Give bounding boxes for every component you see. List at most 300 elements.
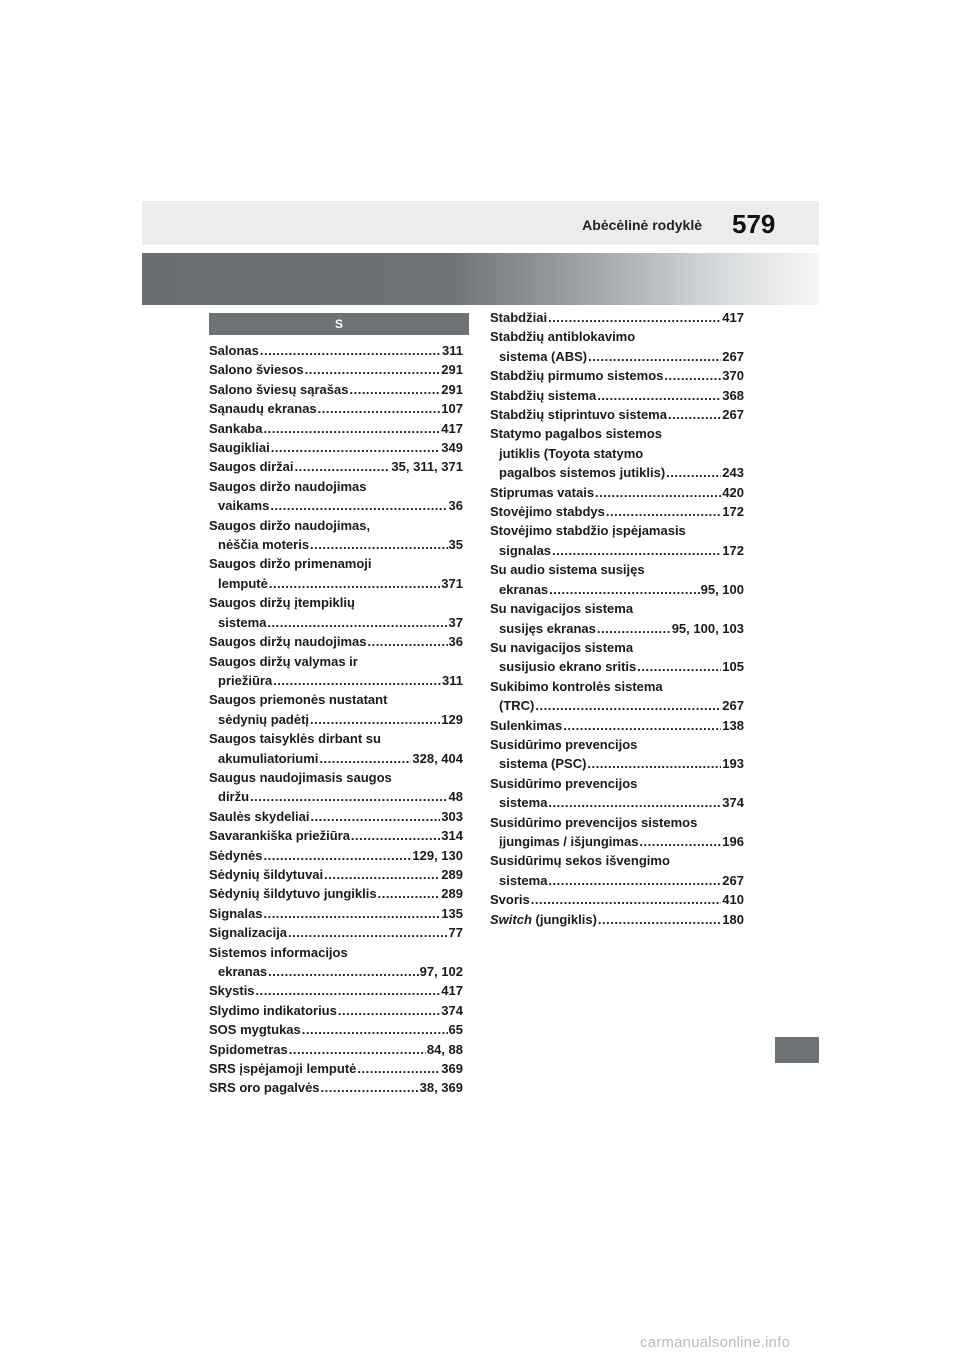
- leader-dots: [271, 438, 441, 457]
- index-term: Spidometras: [209, 1041, 288, 1057]
- index-term: Sėdynių šildytuvo jungiklis: [209, 886, 377, 902]
- index-term: Stovėjimo stabdys: [490, 504, 605, 520]
- index-entry: [209, 632, 463, 651]
- index-entry: [209, 341, 463, 360]
- index-entry-line: [490, 308, 744, 327]
- index-term: Su audio sistema susijęs: [490, 562, 645, 578]
- index-entry: [490, 308, 744, 327]
- leader-dots: [597, 619, 671, 638]
- leader-dots: [588, 347, 721, 366]
- index-entry-line: [490, 366, 744, 385]
- index-entry: [490, 638, 744, 677]
- index-term: Saugos diržo naudojimas,: [209, 517, 371, 533]
- leader-dots: [563, 716, 721, 735]
- leader-dots: [606, 502, 721, 521]
- index-column-left: [209, 341, 463, 1098]
- index-entry-line: [209, 535, 463, 554]
- index-entry-line: [209, 399, 463, 418]
- index-pages: 267: [722, 872, 744, 888]
- index-term: Su navigacijos sistema: [490, 601, 634, 617]
- leader-dots: [548, 308, 721, 327]
- index-entry-line: [209, 981, 463, 1000]
- index-term: Signalas: [209, 905, 263, 921]
- index-pages: 35: [448, 537, 463, 553]
- header-band: [142, 201, 819, 245]
- index-term: [490, 910, 597, 929]
- index-entry: [490, 327, 744, 366]
- leader-dots: [318, 399, 441, 418]
- index-term: Statymo pagalbos sistemos: [490, 426, 662, 442]
- index-entry-line: [209, 419, 463, 438]
- index-entry-line: [490, 405, 744, 424]
- index-pages: 371: [441, 575, 463, 591]
- leader-dots: [324, 865, 440, 884]
- index-entry: [490, 483, 744, 502]
- index-pages: 84, 88: [426, 1041, 463, 1057]
- index-term: Skystis: [209, 983, 255, 999]
- index-pages: 196: [722, 833, 744, 849]
- index-entry: [209, 457, 463, 476]
- index-pages: 420: [722, 484, 744, 500]
- index-entry: [490, 521, 744, 560]
- leader-dots: [321, 1078, 419, 1097]
- leader-dots: [597, 386, 721, 405]
- index-entry-line: [209, 554, 463, 573]
- index-pages: 374: [441, 1002, 463, 1018]
- index-pages: 303: [441, 808, 463, 824]
- index-term: sistema: [499, 795, 548, 811]
- index-entry-line: [490, 541, 744, 560]
- index-pages: 135: [441, 905, 463, 921]
- index-pages: 38, 369: [419, 1080, 463, 1096]
- leader-dots: [595, 483, 721, 502]
- letter-header: S: [209, 313, 469, 335]
- leader-dots: [531, 890, 722, 909]
- index-entry-line: [209, 768, 463, 787]
- index-entry-line: [490, 910, 744, 929]
- leader-dots: [288, 923, 447, 942]
- index-entry-line: [209, 477, 463, 496]
- leader-dots: [367, 632, 447, 651]
- index-pages: 267: [722, 348, 744, 364]
- leader-dots: [302, 1020, 448, 1039]
- index-entry-line: [209, 1040, 463, 1059]
- index-term: Susidūrimo prevencijos: [490, 775, 638, 791]
- index-entry-line: [209, 749, 463, 768]
- index-pages: 35, 311, 371: [391, 459, 463, 475]
- index-term: Stovėjimo stabdžio įspėjamasis: [490, 523, 686, 539]
- index-pages: 172: [722, 542, 744, 558]
- leader-dots: [664, 366, 721, 385]
- index-entry-line: [209, 516, 463, 535]
- index-pages: 267: [722, 407, 744, 423]
- index-term: Stabdžių antiblokavimo: [490, 329, 636, 345]
- index-term: Sėdynių šildytuvai: [209, 866, 324, 882]
- leader-dots: [548, 793, 721, 812]
- index-entry: [209, 438, 463, 457]
- index-entry: [209, 516, 463, 555]
- index-pages: 193: [722, 756, 744, 772]
- index-entry-line: [209, 380, 463, 399]
- leader-dots: [548, 871, 721, 890]
- index-pages: 267: [722, 698, 744, 714]
- index-term: Sistemos informacijos: [209, 944, 348, 960]
- leader-dots: [256, 981, 441, 1000]
- leader-dots: [351, 826, 440, 845]
- index-entry-line: [490, 813, 744, 832]
- index-entry-line: [209, 962, 463, 981]
- index-entry-line: [209, 710, 463, 729]
- index-entry-line: [209, 1078, 463, 1097]
- index-term: sistema (PSC): [499, 756, 587, 772]
- index-term: ekranas: [218, 964, 268, 979]
- index-entry-line: [209, 846, 463, 865]
- index-term: ekranas: [499, 581, 549, 597]
- index-entry: [209, 652, 463, 691]
- index-term: Sankaba: [209, 420, 263, 436]
- index-term: Stiprumas vatais: [490, 484, 595, 500]
- index-term: pagalbos sistemos jutiklis): [499, 465, 666, 481]
- index-entry-line: [490, 502, 744, 521]
- index-pages: 289: [441, 886, 463, 902]
- index-entry: [209, 904, 463, 923]
- leader-dots: [535, 696, 721, 715]
- index-entry-line: [209, 1001, 463, 1020]
- index-entry: [209, 477, 463, 516]
- index-term: Signalizacija: [209, 925, 288, 941]
- index-term: Saugikliai: [209, 440, 270, 456]
- index-entry-line: [490, 386, 744, 405]
- index-entry: [209, 884, 463, 903]
- index-pages: 314: [441, 828, 463, 844]
- index-pages: 417: [441, 983, 463, 999]
- index-entry-line: [209, 341, 463, 360]
- index-entry: [209, 1001, 463, 1020]
- index-term: lemputė: [218, 575, 268, 591]
- index-term: Saugos priemonės nustatant: [209, 692, 388, 708]
- chapter-band: [142, 253, 819, 305]
- index-entry: [209, 826, 463, 845]
- index-entry-line: [490, 521, 744, 540]
- index-term: priežiūra: [218, 672, 273, 688]
- index-entry-line: [490, 735, 744, 754]
- index-term: Svoris: [490, 892, 530, 908]
- index-pages: 243: [722, 465, 744, 481]
- index-pages: 370: [722, 368, 744, 384]
- index-entry-line: [490, 851, 744, 870]
- leader-dots: [310, 535, 447, 554]
- index-entry: [490, 424, 744, 482]
- index-pages: 77: [448, 925, 463, 941]
- index-term: Salono šviesos: [209, 362, 304, 378]
- leader-dots: [267, 613, 447, 632]
- index-entry: [209, 807, 463, 826]
- index-pages: 291: [441, 381, 463, 397]
- index-pages: 349: [441, 440, 463, 456]
- index-pages: 311: [442, 672, 463, 688]
- index-term: Saulės skydeliai: [209, 808, 310, 824]
- index-entry-line: [209, 923, 463, 942]
- index-pages: 368: [722, 387, 744, 403]
- index-entry-line: [490, 716, 744, 735]
- index-pages: 48: [448, 789, 463, 805]
- page-number: 579: [732, 209, 776, 239]
- index-term: Savarankiška priežiūra: [209, 828, 350, 844]
- index-pages: 129, 130: [412, 847, 463, 863]
- index-term: Saugos diržų valymas ir: [209, 653, 358, 669]
- index-pages: 289: [441, 866, 463, 882]
- index-pages: 291: [441, 362, 463, 378]
- index-entry: [209, 593, 463, 632]
- leader-dots: [637, 657, 721, 676]
- index-entry: [490, 851, 744, 890]
- index-entry-line: [209, 593, 463, 612]
- leader-dots: [305, 360, 441, 379]
- index-term: akumuliatoriumi: [218, 750, 319, 766]
- leader-dots: [263, 419, 440, 438]
- index-term: susijusio ekrano sritis: [499, 659, 637, 675]
- index-term: Salono šviesų sąrašas: [209, 381, 349, 397]
- index-entry: [209, 360, 463, 379]
- index-term: Stabdžių stiprintuvo sistema: [490, 407, 667, 423]
- index-term: susijęs ekranas: [499, 620, 596, 636]
- index-entry-line: [209, 496, 463, 515]
- index-entry: [209, 981, 463, 1000]
- index-term: (TRC): [499, 698, 535, 714]
- index-term: Susidūrimo prevencijos sistemos: [490, 814, 698, 830]
- index-pages: 369: [441, 1061, 463, 1077]
- leader-dots: [552, 541, 721, 560]
- index-entry-line: [209, 632, 463, 651]
- leader-dots: [357, 1059, 440, 1078]
- leader-dots: [270, 496, 447, 515]
- leader-dots: [598, 910, 721, 929]
- index-entry: [490, 890, 744, 909]
- leader-dots: [273, 671, 441, 690]
- index-entry-line: [209, 865, 463, 884]
- index-entry: [490, 560, 744, 599]
- section-title: Abėcėlinė rodyklė: [582, 217, 702, 233]
- index-term: SOS mygtukas: [209, 1022, 301, 1038]
- index-pages: 180: [722, 911, 744, 927]
- index-entry-line: [209, 690, 463, 709]
- index-entry: [209, 729, 463, 768]
- index-pages: 410: [722, 892, 744, 908]
- index-entry-line: [490, 793, 744, 812]
- index-term: Saugos diržo naudojimas: [209, 478, 367, 494]
- index-entry: [209, 846, 463, 865]
- index-entry: [209, 380, 463, 399]
- index-entry: [490, 774, 744, 813]
- index-entry-line: [209, 943, 463, 962]
- index-term: Susidūrimų sekos išvengimo: [490, 853, 670, 869]
- index-term: Sėdynės: [209, 847, 263, 863]
- index-entry: [490, 716, 744, 735]
- index-column-right: [490, 308, 744, 929]
- leader-dots: [268, 962, 418, 981]
- index-term: Slydimo indikatorius: [209, 1002, 337, 1018]
- index-entry: [209, 768, 463, 807]
- index-entry: [490, 910, 744, 929]
- index-entry-line: [209, 438, 463, 457]
- leader-dots: [666, 463, 721, 482]
- index-entry-line: [490, 677, 744, 696]
- index-pages: 36: [448, 498, 463, 514]
- index-entry-line: [209, 360, 463, 379]
- index-pages: 138: [722, 717, 744, 733]
- watermark: carmanualsonline.info: [640, 1334, 791, 1351]
- index-pages: 36: [448, 634, 463, 650]
- index-term: Salonas: [209, 343, 259, 358]
- index-pages: 107: [441, 401, 463, 417]
- index-term: SRS oro pagalvės: [209, 1080, 320, 1096]
- index-entry: [209, 943, 463, 982]
- index-entry-line: [490, 774, 744, 793]
- thumb-index-tab: [775, 1037, 819, 1063]
- leader-dots: [289, 1040, 426, 1059]
- index-pages: 37: [448, 614, 463, 630]
- index-term: sistema (ABS): [499, 348, 588, 364]
- index-entry-line: [209, 574, 463, 593]
- index-entry-line: [490, 463, 744, 482]
- leader-dots: [378, 884, 441, 903]
- index-term: Saugos diržų įtempiklių: [209, 595, 355, 611]
- index-term-italic: Switch: [490, 911, 532, 927]
- index-term: Stabdžių pirmumo sistemos: [490, 368, 664, 384]
- index-term: Susidūrimo prevencijos: [490, 736, 638, 752]
- index-term: sistema: [218, 614, 267, 630]
- index-entry: [209, 1078, 463, 1097]
- index-entry-line: [490, 444, 744, 463]
- index-term: įjungimas / išjungimas: [499, 833, 639, 849]
- leader-dots: [639, 832, 721, 851]
- index-entry: [490, 386, 744, 405]
- index-pages: 105: [722, 659, 744, 675]
- index-entry: [209, 419, 463, 438]
- index-entry: [490, 813, 744, 852]
- leader-dots: [310, 710, 440, 729]
- index-entry: [209, 1040, 463, 1059]
- index-entry-line: [490, 619, 744, 638]
- leader-dots: [310, 807, 440, 826]
- index-entry-line: [209, 904, 463, 923]
- index-entry: [490, 677, 744, 716]
- index-entry-line: [209, 613, 463, 632]
- index-entry: [209, 923, 463, 942]
- leader-dots: [587, 754, 721, 773]
- index-entry-line: [490, 599, 744, 618]
- index-term: sistema: [499, 872, 548, 888]
- index-entry: [209, 865, 463, 884]
- index-pages: 417: [722, 310, 744, 325]
- index-term: signalas: [499, 542, 552, 558]
- leader-dots: [263, 846, 411, 865]
- index-entry-line: [490, 871, 744, 890]
- index-entry-line: [209, 1020, 463, 1039]
- index-entry: [490, 599, 744, 638]
- index-pages: 328, 404: [412, 750, 463, 766]
- leader-dots: [338, 1001, 440, 1020]
- leader-dots: [295, 457, 391, 476]
- index-pages: 311: [442, 343, 463, 358]
- index-entry: [209, 554, 463, 593]
- leader-dots: [549, 580, 699, 599]
- index-entry-line: [209, 1059, 463, 1078]
- index-pages: 172: [722, 504, 744, 520]
- index-term: nėščia moteris: [218, 537, 310, 553]
- index-entry: [490, 366, 744, 385]
- index-term: Saugus naudojimasis saugos: [209, 769, 392, 785]
- index-entry: [490, 735, 744, 774]
- index-term: Stabdžiai: [490, 310, 548, 325]
- leader-dots: [269, 574, 440, 593]
- index-pages: 374: [722, 795, 744, 811]
- index-entry-line: [209, 457, 463, 476]
- index-entry: [490, 405, 744, 424]
- index-pages: 65: [448, 1022, 463, 1038]
- leader-dots: [250, 787, 447, 806]
- index-term: Saugos taisyklės dirbant su: [209, 731, 381, 747]
- index-term: Saugos diržai: [209, 459, 294, 475]
- leader-dots: [349, 380, 440, 399]
- index-entry-line: [490, 832, 744, 851]
- index-term: Saugos diržų naudojimas: [209, 634, 367, 650]
- index-entry: [209, 1059, 463, 1078]
- leader-dots: [319, 749, 411, 768]
- index-term-suffix: (jungiklis): [531, 911, 597, 927]
- index-entry-line: [209, 807, 463, 826]
- index-entry-line: [490, 696, 744, 715]
- index-entry: [209, 399, 463, 418]
- index-term: SRS įspėjamoji lemputė: [209, 1061, 357, 1077]
- index-entry-line: [490, 347, 744, 366]
- leader-dots: [668, 405, 721, 424]
- index-term: vaikams: [218, 498, 270, 514]
- index-entry-line: [490, 560, 744, 579]
- index-pages: 95, 100, 103: [671, 620, 744, 636]
- index-entry-line: [490, 638, 744, 657]
- index-term: Stabdžių sistema: [490, 387, 597, 403]
- index-entry-line: [490, 754, 744, 773]
- index-term: Su navigacijos sistema: [490, 639, 634, 655]
- index-entry-line: [490, 580, 744, 599]
- index-term: jutiklis (Toyota statymo: [499, 445, 644, 461]
- index-term: sėdynių padėtį: [218, 711, 310, 727]
- index-term: Saugos diržo primenamoji: [209, 556, 372, 572]
- index-entry: [209, 1020, 463, 1039]
- index-pages: 97, 102: [419, 964, 463, 979]
- index-term: diržu: [218, 789, 250, 805]
- index-entry-line: [490, 483, 744, 502]
- index-entry-line: [209, 652, 463, 671]
- index-pages: 129: [441, 711, 463, 727]
- index-term: Sąnaudų ekranas: [209, 401, 317, 417]
- index-entry-line: [490, 424, 744, 443]
- index-term: Sulenkimas: [490, 717, 563, 733]
- index-entry: [490, 502, 744, 521]
- leader-dots: [263, 904, 440, 923]
- index-entry-line: [490, 890, 744, 909]
- index-term: Sukibimo kontrolės sistema: [490, 678, 663, 694]
- leader-dots: [260, 341, 441, 360]
- index-entry: [209, 690, 463, 729]
- index-entry-line: [209, 884, 463, 903]
- index-entry-line: [209, 671, 463, 690]
- index-entry-line: [490, 657, 744, 676]
- index-entry-line: [490, 327, 744, 346]
- index-pages: 417: [441, 420, 463, 436]
- index-entry-line: [209, 729, 463, 748]
